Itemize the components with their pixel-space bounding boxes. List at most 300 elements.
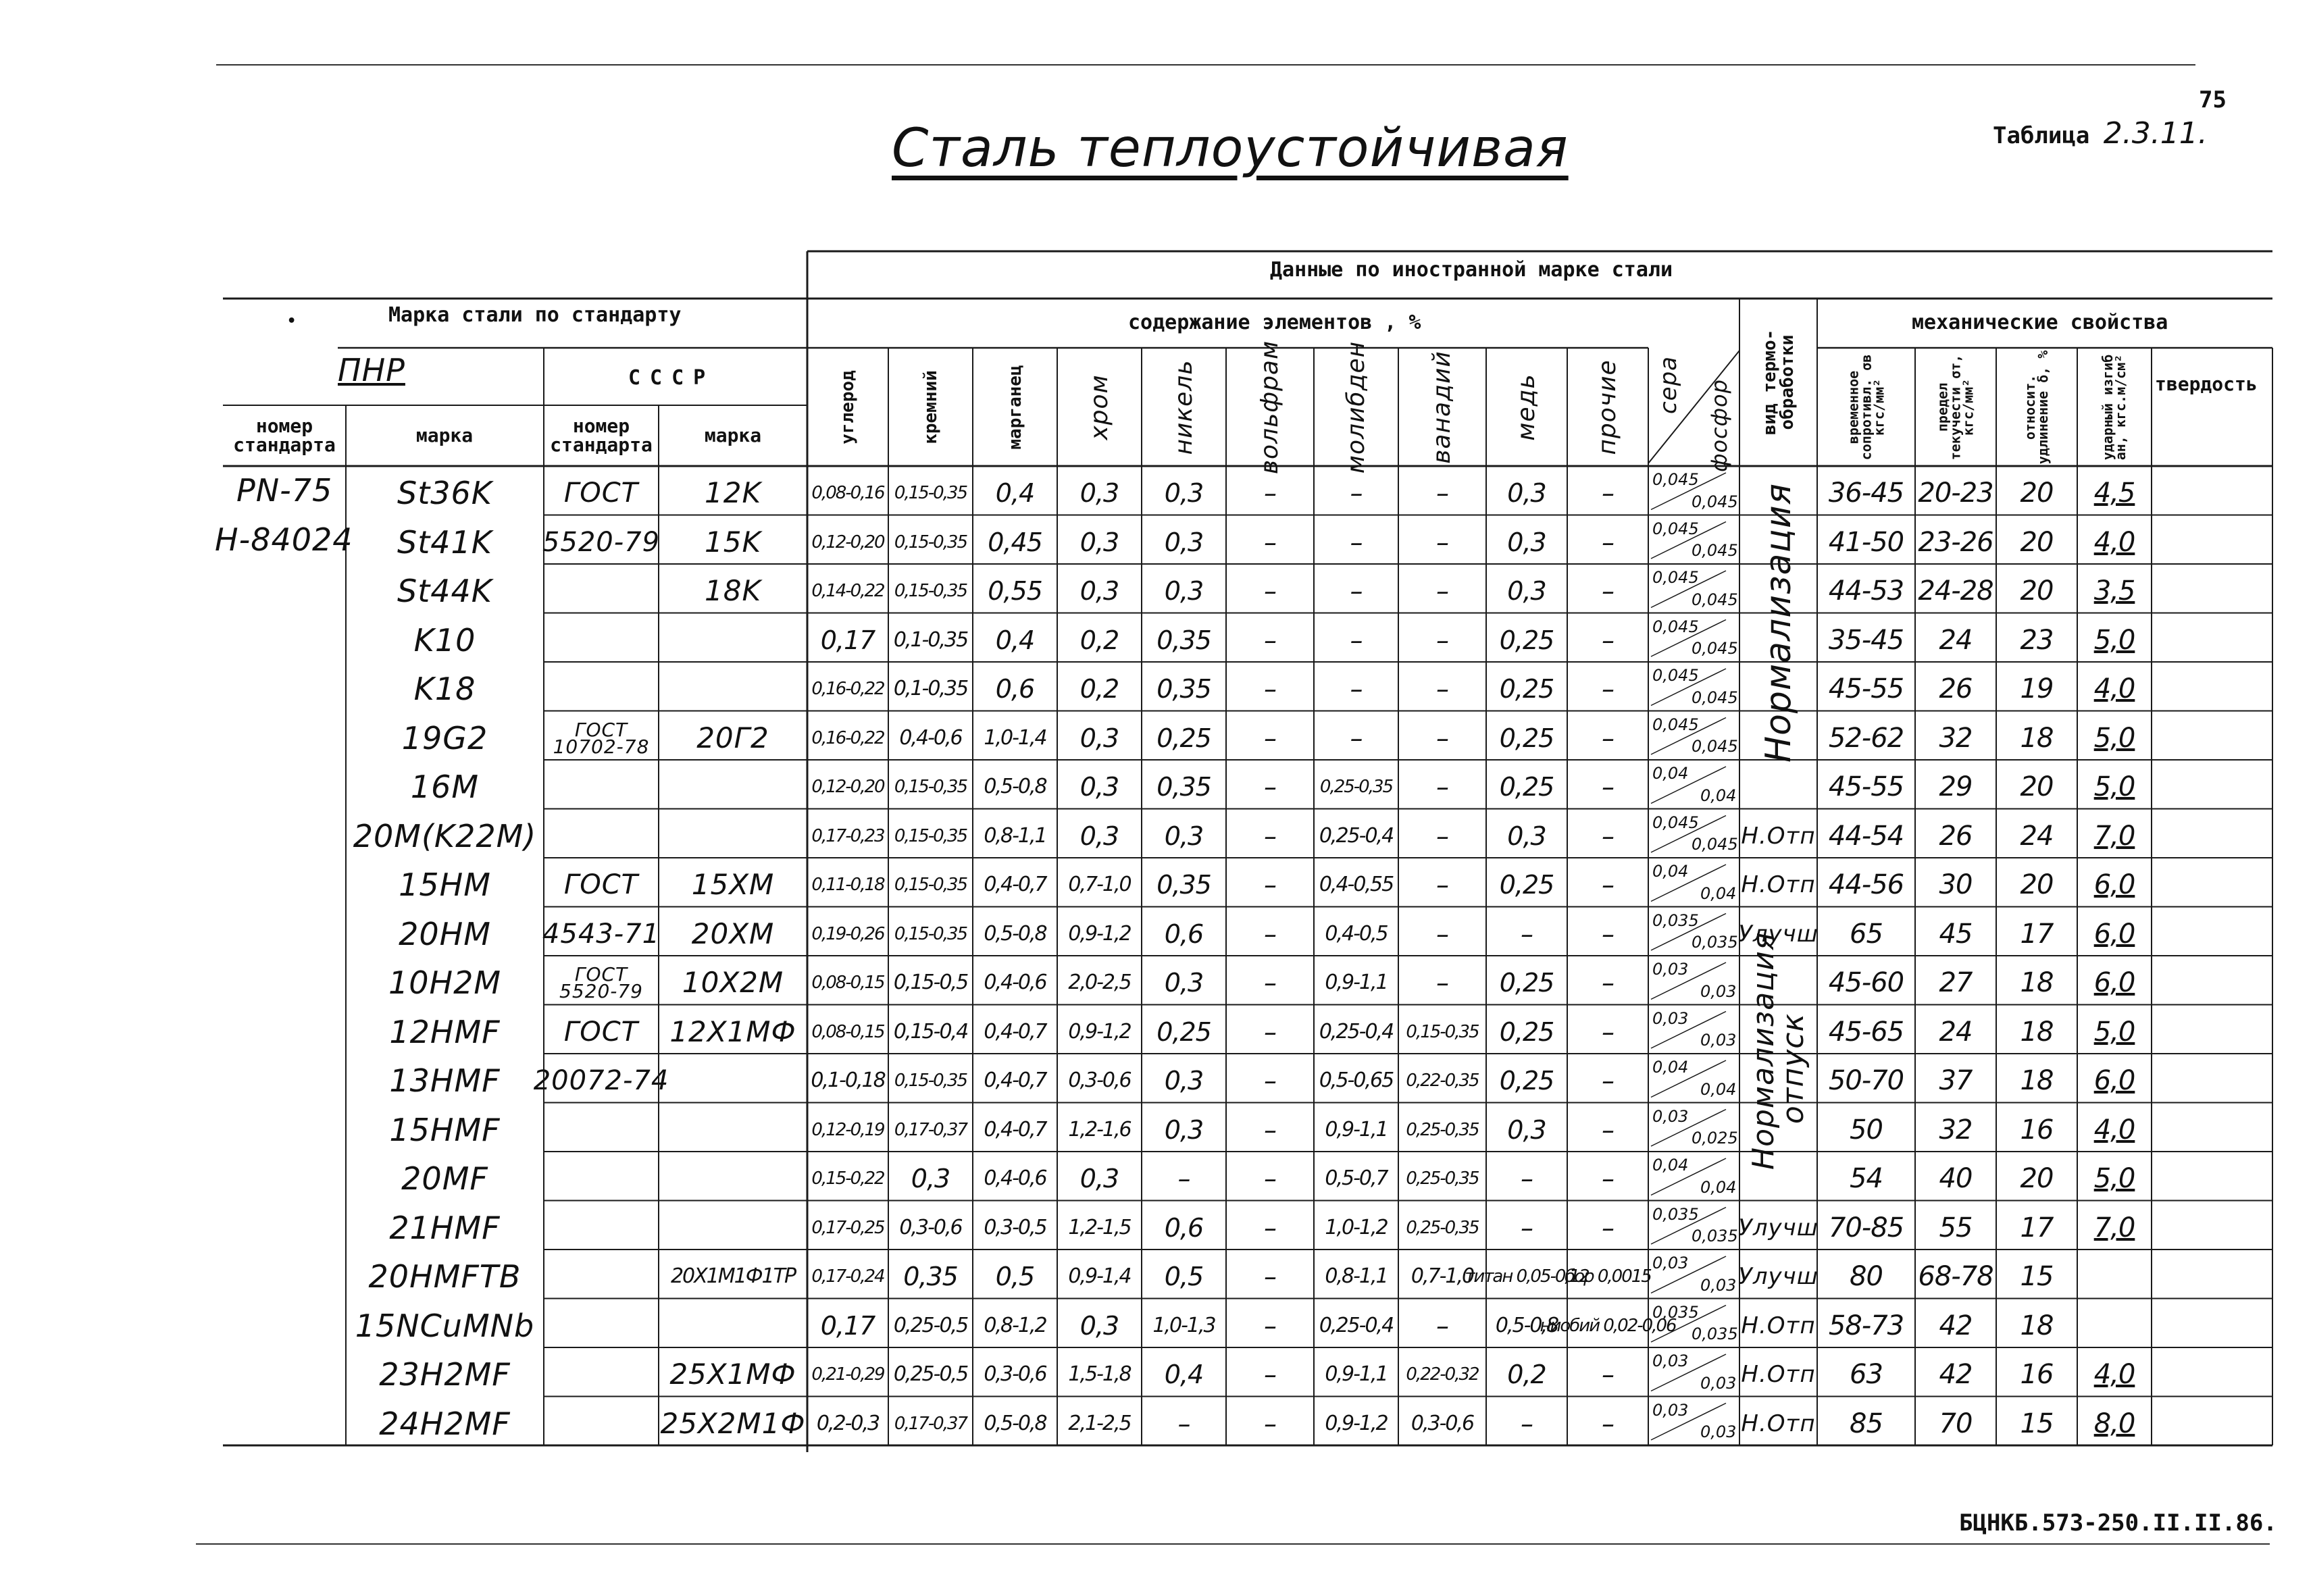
element-mn-cell: 0,3-0,5 bbox=[984, 1215, 1046, 1239]
ussr-std-cell: ГОСТ bbox=[563, 1016, 639, 1048]
standard-header: Марка стали по стандарту bbox=[388, 303, 682, 327]
ussr-grade-cell: 15XM bbox=[691, 868, 775, 902]
tensile-strength-cell: 50-70 bbox=[1828, 1065, 1904, 1097]
sulfur-cell: 0,03 bbox=[1652, 1008, 1689, 1028]
pnr-std-number-header: номер стандарта bbox=[233, 415, 336, 456]
pnr-grade-cell: St36K bbox=[397, 475, 492, 512]
element-other-cell: – bbox=[1602, 1360, 1614, 1390]
element-cr-cell: 0,3 bbox=[1079, 772, 1119, 802]
ussr-std-cell: 4543-71 bbox=[542, 918, 661, 950]
ussr-grade-cell: 15K bbox=[705, 525, 761, 559]
yield-strength-cell: 30 bbox=[1939, 869, 1973, 901]
phosphorus-cell: 0,04 bbox=[1700, 883, 1737, 903]
ussr-grade-cell: 12X1MФ bbox=[669, 1014, 796, 1048]
element-other-cell: – bbox=[1602, 1212, 1614, 1243]
yield-strength-cell: 42 bbox=[1939, 1310, 1973, 1341]
element-v-cell: 0,25-0,35 bbox=[1406, 1217, 1479, 1238]
element-mn-cell: 0,4-0,7 bbox=[984, 873, 1046, 897]
yield-strength-cell: 70 bbox=[1939, 1408, 1973, 1439]
element-c-cell: 0,17-0,23 bbox=[811, 825, 884, 846]
element-c-cell: 0,11-0,18 bbox=[811, 875, 884, 896]
phosphorus-cell: 0,045 bbox=[1692, 688, 1738, 707]
yield-strength-cell: 26 bbox=[1939, 820, 1973, 852]
yield-strength-cell: 37 bbox=[1939, 1065, 1973, 1097]
element-header-7: ванадий bbox=[1428, 350, 1456, 464]
element-c-cell: 0,16-0,22 bbox=[811, 727, 884, 748]
element-v-cell: – bbox=[1436, 968, 1448, 998]
pnr-grade-cell: 19G2 bbox=[401, 719, 488, 756]
phosphorus-cell: 0,04 bbox=[1700, 786, 1737, 805]
element-cu-cell: – bbox=[1521, 919, 1533, 949]
element-ni-cell: – bbox=[1177, 1164, 1190, 1194]
element-cu-cell: 0,25 bbox=[1499, 772, 1554, 802]
phosphorus-cell: 0,045 bbox=[1692, 590, 1738, 609]
element-cu-cell: 0,25 bbox=[1499, 625, 1554, 655]
mech-header-0: временное сопротивл. σв кгс/мм² bbox=[1845, 354, 1887, 460]
sulfur-cell: 0,04 bbox=[1652, 1156, 1689, 1175]
yield-strength-cell: 55 bbox=[1939, 1212, 1973, 1243]
element-cr-cell: 1,2-1,5 bbox=[1068, 1215, 1131, 1239]
treatment-cell: Н.Отп bbox=[1741, 822, 1816, 850]
element-other-cell: – bbox=[1602, 1016, 1614, 1047]
pnr-std-1: PN-75 bbox=[236, 472, 333, 509]
element-mo-cell: – bbox=[1350, 723, 1363, 753]
yield-strength-cell: 24 bbox=[1939, 624, 1973, 656]
tensile-strength-cell: 70-85 bbox=[1828, 1212, 1904, 1243]
elongation-cell: 18 bbox=[2020, 1310, 2054, 1341]
element-w-cell: – bbox=[1264, 1114, 1276, 1145]
sulfur-cell: 0,045 bbox=[1652, 470, 1699, 489]
element-v-cell: – bbox=[1436, 625, 1448, 655]
element-cr-cell: 2,1-2,5 bbox=[1068, 1411, 1131, 1435]
element-c-cell: 0,17 bbox=[820, 625, 875, 655]
element-mo-cell: 0,25-0,35 bbox=[1319, 777, 1393, 798]
element-ni-cell: 0,3 bbox=[1164, 968, 1204, 998]
pnr-grade-cell: 15HMF bbox=[389, 1111, 501, 1148]
element-mn-cell: 1,0-1,4 bbox=[984, 725, 1046, 750]
sulfur-cell: 0,03 bbox=[1652, 1400, 1689, 1420]
phosphorus-cell: 0,025 bbox=[1692, 1129, 1738, 1148]
ussr-grade-cell: 25X2M1Ф bbox=[660, 1406, 806, 1440]
ussr-grade-cell: 20X1M1Ф1ТР bbox=[670, 1264, 796, 1289]
element-v-cell: 0,15-0,35 bbox=[1406, 1021, 1479, 1042]
tensile-strength-cell: 44-53 bbox=[1828, 575, 1904, 607]
pnr-grade-cell: 23H2MF bbox=[379, 1356, 511, 1393]
yield-strength-cell: 24-28 bbox=[1918, 575, 1993, 607]
phosphorus-cell: 0,035 bbox=[1692, 933, 1738, 952]
tensile-strength-cell: 35-45 bbox=[1828, 624, 1904, 656]
mech-header-2: относит. удлинение δ, % bbox=[2022, 350, 2051, 464]
elongation-cell: 15 bbox=[2020, 1408, 2054, 1439]
tensile-strength-cell: 45-55 bbox=[1828, 673, 1904, 705]
phosphorus-cell: 0,04 bbox=[1700, 1177, 1737, 1197]
element-cr-cell: 0,2 bbox=[1079, 674, 1119, 704]
pnr-grade-cell: 16M bbox=[410, 769, 480, 806]
element-w-cell: – bbox=[1264, 772, 1276, 802]
tensile-strength-cell: 52-62 bbox=[1828, 722, 1904, 754]
element-w-cell: – bbox=[1264, 1310, 1276, 1341]
element-v-cell: – bbox=[1436, 870, 1448, 900]
phosphorus-cell: 0,045 bbox=[1692, 835, 1738, 854]
element-mn-cell: 0,8-1,2 bbox=[984, 1313, 1046, 1337]
element-c-cell: 0,08-0,15 bbox=[811, 973, 884, 994]
element-cu-cell: 0,25 bbox=[1499, 1066, 1554, 1096]
element-mo-cell: 0,8-1,1 bbox=[1325, 1264, 1388, 1289]
element-ni-cell: 0,35 bbox=[1156, 870, 1211, 900]
element-cu-cell: 0,25 bbox=[1499, 674, 1554, 704]
element-cu-cell: 0,3 bbox=[1507, 527, 1546, 557]
treatment-group-normalization-tempering: Нормализация отпуск bbox=[1746, 931, 1810, 1170]
element-mn-cell: 0,4-0,7 bbox=[984, 1019, 1046, 1044]
element-mo-cell: – bbox=[1350, 625, 1363, 655]
element-cr-cell: 0,2 bbox=[1079, 625, 1119, 655]
elongation-cell: 18 bbox=[2020, 1065, 2054, 1097]
impact-strength-cell: 7,0 bbox=[2093, 820, 2135, 852]
sulfur-cell: 0,04 bbox=[1652, 1058, 1689, 1077]
treatment-cell: Н.Отп bbox=[1741, 1361, 1816, 1389]
pnr-grade-cell: St44K bbox=[397, 573, 492, 610]
element-w-cell: – bbox=[1264, 1066, 1276, 1096]
element-header-4: никель bbox=[1169, 359, 1198, 455]
hardness-header: твердость bbox=[2155, 373, 2258, 395]
element-cu-cell: – bbox=[1521, 1408, 1533, 1439]
impact-strength-cell: 4,0 bbox=[2093, 673, 2135, 705]
element-cu-cell: 0,3 bbox=[1507, 1114, 1546, 1145]
impact-strength-cell: 5,0 bbox=[2093, 1163, 2135, 1195]
yield-strength-cell: 42 bbox=[1939, 1359, 1973, 1391]
yield-strength-cell: 32 bbox=[1939, 722, 1973, 754]
element-v-cell: – bbox=[1436, 723, 1448, 753]
yield-strength-cell: 45 bbox=[1939, 918, 1973, 950]
element-cu-cell: – bbox=[1521, 1164, 1533, 1194]
element-c-cell: 0,12-0,20 bbox=[811, 532, 884, 552]
ussr-grade-header: марка bbox=[704, 424, 762, 446]
element-v-cell: 0,25-0,35 bbox=[1406, 1119, 1479, 1140]
impact-strength-cell: 6,0 bbox=[2093, 918, 2135, 950]
sulfur-cell: 0,045 bbox=[1652, 715, 1699, 734]
sulfur-header: сера bbox=[1655, 355, 1682, 415]
yield-strength-cell: 24 bbox=[1939, 1016, 1973, 1048]
ussr-std-cell: ГОСТ bbox=[563, 869, 639, 901]
element-mo-cell: 0,5-0,7 bbox=[1325, 1166, 1388, 1191]
element-ni-cell: 0,25 bbox=[1156, 723, 1211, 753]
elongation-cell: 20 bbox=[2020, 869, 2054, 901]
bottom-rule bbox=[196, 1543, 2270, 1545]
element-cr-cell: 2,0-2,5 bbox=[1068, 971, 1131, 995]
ussr-grade-cell: 18K bbox=[705, 574, 761, 608]
element-si-cell: 0,1-0,35 bbox=[893, 627, 968, 652]
element-header-2: марганец bbox=[1005, 364, 1025, 450]
pnr-std-2: H-84024 bbox=[215, 521, 353, 558]
sulfur-cell: 0,035 bbox=[1652, 910, 1699, 930]
bullet-mark: • bbox=[287, 313, 297, 330]
element-si-cell: 0,17-0,37 bbox=[894, 1413, 967, 1434]
pnr-grade-cell: 12HMF bbox=[389, 1013, 501, 1050]
pnr-grade-cell: 21HMF bbox=[389, 1209, 501, 1246]
element-mo-cell: 0,9-1,2 bbox=[1325, 1411, 1388, 1435]
yield-strength-cell: 26 bbox=[1939, 673, 1973, 705]
element-si-cell: 0,15-0,35 bbox=[894, 923, 967, 944]
ussr-std-cell: ГОСТ 5520-79 bbox=[559, 963, 643, 1003]
element-cr-cell: 0,3 bbox=[1079, 821, 1119, 851]
sulfur-cell: 0,045 bbox=[1652, 813, 1699, 832]
sulfur-cell: 0,035 bbox=[1652, 1204, 1699, 1224]
element-v-cell: – bbox=[1436, 674, 1448, 704]
element-cr-cell: 0,3-0,6 bbox=[1068, 1069, 1131, 1093]
yield-strength-cell: 20-23 bbox=[1918, 478, 1993, 509]
sulfur-cell: 0,04 bbox=[1652, 764, 1689, 783]
element-other-cell: ниобий 0,02-0,06 bbox=[1540, 1315, 1676, 1336]
element-mn-cell: 0,8-1,1 bbox=[984, 823, 1046, 848]
element-mn-cell: 0,55 bbox=[988, 576, 1042, 607]
element-ni-cell: 0,6 bbox=[1164, 1212, 1204, 1243]
pnr-grade-header: марка bbox=[415, 424, 474, 446]
element-other-cell: – bbox=[1602, 772, 1614, 802]
element-v-cell: 0,22-0,35 bbox=[1406, 1071, 1479, 1091]
element-c-cell: 0,14-0,22 bbox=[811, 581, 884, 602]
element-v-cell: 0,3-0,6 bbox=[1410, 1411, 1474, 1435]
element-mn-cell: 0,5-0,8 bbox=[984, 775, 1046, 799]
sulfur-cell: 0,045 bbox=[1652, 568, 1699, 587]
yield-strength-cell: 29 bbox=[1939, 771, 1973, 803]
element-mn-cell: 0,4-0,7 bbox=[984, 1117, 1046, 1141]
ussr-std-cell: ГОСТ bbox=[563, 478, 639, 509]
element-header-0: углерод bbox=[838, 369, 858, 444]
element-c-cell: 0,21-0,29 bbox=[811, 1364, 884, 1385]
impact-strength-cell: 7,0 bbox=[2093, 1212, 2135, 1243]
element-c-cell: 0,12-0,19 bbox=[811, 1119, 884, 1140]
yield-strength-cell: 40 bbox=[1939, 1163, 1973, 1195]
phosphorus-cell: 0,045 bbox=[1692, 492, 1738, 511]
element-w-cell: – bbox=[1264, 625, 1276, 655]
phosphorus-cell: 0,03 bbox=[1700, 1422, 1737, 1441]
tensile-strength-cell: 58-73 bbox=[1828, 1310, 1904, 1341]
element-v-cell: – bbox=[1436, 821, 1448, 851]
element-mn-cell: 0,4-0,7 bbox=[984, 1069, 1046, 1093]
phosphorus-cell: 0,03 bbox=[1700, 1373, 1737, 1393]
elongation-cell: 24 bbox=[2020, 820, 2054, 852]
tensile-strength-cell: 65 bbox=[1850, 918, 1883, 950]
tensile-strength-cell: 80 bbox=[1850, 1261, 1883, 1293]
element-cr-cell: 0,3 bbox=[1079, 1310, 1119, 1341]
element-ni-cell: 0,4 bbox=[1164, 1360, 1204, 1390]
element-v-cell: 0,22-0,32 bbox=[1406, 1364, 1479, 1385]
element-cu-cell: 0,25 bbox=[1499, 1016, 1554, 1047]
element-cu-cell: 0,3 bbox=[1507, 576, 1546, 607]
elongation-cell: 18 bbox=[2020, 1016, 2054, 1048]
element-cr-cell: 0,3 bbox=[1079, 723, 1119, 753]
element-other-cell: – bbox=[1602, 527, 1614, 557]
ussr-std-number-header: номер стандарта bbox=[550, 415, 653, 456]
element-other-cell: – bbox=[1602, 968, 1614, 998]
element-w-cell: – bbox=[1264, 968, 1276, 998]
element-si-cell: 0,15-0,35 bbox=[894, 532, 967, 552]
element-mn-cell: 0,5-0,8 bbox=[984, 921, 1046, 946]
element-mn-cell: 0,5-0,8 bbox=[984, 1411, 1046, 1435]
element-c-cell: 0,2-0,3 bbox=[816, 1411, 880, 1435]
element-w-cell: – bbox=[1264, 1262, 1276, 1292]
element-v-cell: – bbox=[1436, 1310, 1448, 1341]
element-c-cell: 0,17 bbox=[820, 1310, 875, 1341]
tensile-strength-cell: 41-50 bbox=[1828, 526, 1904, 558]
tensile-strength-cell: 44-54 bbox=[1828, 820, 1904, 852]
element-mo-cell: 0,25-0,4 bbox=[1319, 823, 1394, 848]
ussr-header: СССР bbox=[628, 366, 715, 390]
impact-strength-cell: 5,0 bbox=[2093, 722, 2135, 754]
elongation-cell: 17 bbox=[2020, 1212, 2054, 1243]
element-w-cell: – bbox=[1264, 1016, 1276, 1047]
pnr-grade-cell: 15HM bbox=[399, 867, 491, 904]
treatment-cell: Н.Отп bbox=[1741, 1410, 1816, 1437]
element-v-cell: – bbox=[1436, 527, 1448, 557]
element-cr-cell: 1,2-1,6 bbox=[1068, 1117, 1131, 1141]
element-mo-cell: – bbox=[1350, 576, 1363, 607]
element-other-cell: – bbox=[1602, 1066, 1614, 1096]
element-si-cell: 0,4-0,6 bbox=[899, 725, 962, 750]
element-mo-cell: 0,25-0,4 bbox=[1319, 1313, 1394, 1337]
element-cr-cell: 0,3 bbox=[1079, 1164, 1119, 1194]
sulfur-cell: 0,045 bbox=[1652, 666, 1699, 685]
tensile-strength-cell: 50 bbox=[1850, 1114, 1883, 1145]
elongation-cell: 20 bbox=[2020, 771, 2054, 803]
element-si-cell: 0,15-0,35 bbox=[894, 777, 967, 798]
element-ni-cell: 0,3 bbox=[1164, 527, 1204, 557]
sulfur-cell: 0,035 bbox=[1652, 1302, 1699, 1322]
element-mo-cell: 0,9-1,1 bbox=[1325, 971, 1388, 995]
sulfur-cell: 0,03 bbox=[1652, 1106, 1689, 1126]
element-mn-cell: 0,4-0,6 bbox=[984, 971, 1046, 995]
element-mo-cell: 1,0-1,2 bbox=[1325, 1215, 1388, 1239]
sulfur-cell: 0,045 bbox=[1652, 519, 1699, 538]
impact-strength-cell: 4,0 bbox=[2093, 526, 2135, 558]
element-other-cell: – bbox=[1602, 821, 1614, 851]
element-cr-cell: 0,9-1,2 bbox=[1068, 921, 1131, 946]
element-mo-cell: 0,9-1,1 bbox=[1325, 1117, 1388, 1141]
element-w-cell: – bbox=[1264, 870, 1276, 900]
ussr-std-cell: 5520-79 bbox=[542, 526, 661, 558]
mech-header-1: предел текучести σт, кгс/мм² bbox=[1934, 354, 1977, 460]
element-mn-cell: 0,45 bbox=[988, 527, 1042, 557]
element-w-cell: – bbox=[1264, 821, 1276, 851]
impact-strength-cell: 6,0 bbox=[2093, 967, 2135, 999]
mech-header: механические свойства bbox=[1912, 311, 2168, 334]
element-c-cell: 0,08-0,15 bbox=[811, 1021, 884, 1042]
ussr-grade-cell: 20Г2 bbox=[696, 721, 769, 754]
element-c-cell: 0,08-0,16 bbox=[811, 483, 884, 504]
element-ni-cell: 0,3 bbox=[1164, 478, 1204, 509]
elongation-cell: 20 bbox=[2020, 1163, 2054, 1195]
element-c-cell: 0,16-0,22 bbox=[811, 679, 884, 700]
mech-header-3: ударный изгиб ан, кгс.м/см² bbox=[2100, 354, 2129, 460]
element-header-3: хром bbox=[1085, 374, 1113, 440]
phosphorus-cell: 0,03 bbox=[1700, 981, 1737, 1001]
element-other-cell: – bbox=[1602, 919, 1614, 949]
treatment-cell: Улучш bbox=[1738, 920, 1819, 948]
element-header-5: вольфрам bbox=[1256, 340, 1283, 474]
element-cu-cell: 0,2 bbox=[1507, 1360, 1546, 1390]
pnr-grade-cell: 15NCuMNb bbox=[355, 1307, 535, 1344]
impact-strength-cell: 8,0 bbox=[2093, 1408, 2135, 1439]
element-w-cell: – bbox=[1264, 1164, 1276, 1194]
element-mo-cell: 0,25-0,4 bbox=[1319, 1019, 1394, 1044]
element-cr-cell: 0,3 bbox=[1079, 527, 1119, 557]
element-other-cell: – bbox=[1602, 674, 1614, 704]
element-c-cell: 0,15-0,22 bbox=[811, 1168, 884, 1189]
elongation-cell: 23 bbox=[2020, 624, 2054, 656]
element-w-cell: – bbox=[1264, 478, 1276, 509]
element-w-cell: – bbox=[1264, 576, 1276, 607]
element-mo-cell: 0,4-0,5 bbox=[1325, 921, 1388, 946]
element-cr-cell: 0,9-1,4 bbox=[1068, 1264, 1131, 1289]
elongation-cell: 16 bbox=[2020, 1359, 2054, 1391]
yield-strength-cell: 23-26 bbox=[1918, 526, 1993, 558]
element-other-cell: – bbox=[1602, 625, 1614, 655]
yield-strength-cell: 68-78 bbox=[1918, 1261, 1993, 1293]
ussr-grade-cell: 10X2M bbox=[682, 966, 784, 1000]
elongation-cell: 17 bbox=[2020, 918, 2054, 950]
element-c-cell: 0,19-0,26 bbox=[811, 923, 884, 944]
sulfur-cell: 0,03 bbox=[1652, 1352, 1689, 1370]
element-header-8: медь bbox=[1513, 373, 1540, 441]
element-mo-cell: – bbox=[1350, 674, 1363, 704]
tensile-strength-cell: 45-65 bbox=[1828, 1016, 1904, 1048]
phosphorus-cell: 0,04 bbox=[1700, 1079, 1737, 1099]
element-mo-cell: – bbox=[1350, 527, 1363, 557]
element-ni-cell: 0,35 bbox=[1156, 674, 1211, 704]
elongation-cell: 20 bbox=[2020, 575, 2054, 607]
element-w-cell: – bbox=[1264, 1408, 1276, 1439]
element-si-cell: 0,15-0,35 bbox=[894, 875, 967, 896]
element-ni-cell: – bbox=[1177, 1408, 1190, 1439]
pnr-grade-cell: 20HMFTB bbox=[368, 1258, 522, 1295]
treatment-cell: Улучш bbox=[1738, 1263, 1819, 1291]
table-label-word: Таблица bbox=[1993, 122, 2090, 149]
element-v-cell: 0,7-1,0 bbox=[1410, 1264, 1474, 1289]
element-si-cell: 0,3 bbox=[911, 1164, 950, 1194]
element-cr-cell: 0,3 bbox=[1079, 478, 1119, 509]
phosphorus-cell: 0,045 bbox=[1692, 639, 1738, 658]
pnr-grade-cell: 20HM bbox=[399, 915, 491, 952]
treatment-group-normalization: Нормализация bbox=[1758, 482, 1799, 763]
element-ni-cell: 0,6 bbox=[1164, 919, 1204, 949]
tensile-strength-cell: 45-55 bbox=[1828, 771, 1904, 803]
sulfur-cell: 0,04 bbox=[1652, 862, 1689, 881]
impact-strength-cell: 5,0 bbox=[2093, 624, 2135, 656]
yield-strength-cell: 27 bbox=[1939, 967, 1973, 999]
impact-strength-cell: 4,5 bbox=[2093, 478, 2135, 509]
element-c-cell: 0,17-0,24 bbox=[811, 1266, 884, 1287]
phosphorus-cell: 0,045 bbox=[1692, 737, 1738, 756]
ussr-grade-cell: 20XM bbox=[691, 917, 775, 950]
element-ni-cell: 0,3 bbox=[1164, 821, 1204, 851]
tensile-strength-cell: 85 bbox=[1850, 1408, 1883, 1439]
pnr-header: ПНР bbox=[338, 352, 405, 388]
sulfur-cell: 0,03 bbox=[1652, 1254, 1689, 1272]
element-mn-cell: 0,6 bbox=[995, 674, 1035, 704]
element-mn-cell: 0,4-0,6 bbox=[984, 1166, 1046, 1191]
element-v-cell: – bbox=[1436, 772, 1448, 802]
impact-strength-cell: 4,0 bbox=[2093, 1359, 2135, 1391]
element-header-6: молибден bbox=[1342, 340, 1370, 473]
element-cu-cell: 0,25 bbox=[1499, 968, 1554, 998]
page-number: 75 bbox=[2199, 86, 2227, 113]
element-mn-cell: 0,4 bbox=[995, 478, 1035, 509]
element-other-cell: – bbox=[1602, 478, 1614, 509]
ussr-std-cell: 20072-74 bbox=[533, 1065, 669, 1097]
element-mo-cell: 0,9-1,1 bbox=[1325, 1362, 1388, 1387]
element-si-cell: 0,15-0,5 bbox=[893, 971, 968, 995]
treatment-cell: Н.Отп bbox=[1741, 871, 1816, 899]
